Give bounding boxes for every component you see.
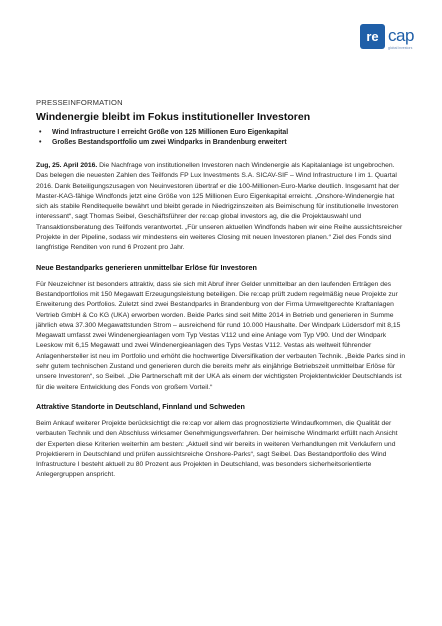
recap-logo	[360, 22, 420, 58]
highlight-bullets	[36, 128, 406, 148]
bullet-dot-icon: •	[39, 139, 42, 146]
intro-paragraph	[36, 161, 406, 254]
logo-tagline: global investors	[388, 46, 413, 50]
bullet-dot-icon: •	[39, 129, 42, 136]
section-paragraph: Für Neuzeichner ist besonders attraktiv, dass sie sich mit Abruf ihrer Gelder unmittelbar an den laufenden Erträgen des Bestandportfolios mit 150 Megawatt Erzeugungsleistung beteiligen. Die re:cap prüft zudem regelmäßig neue Projekte zur Erweiterung des Portfolios. Zuletzt sind zwei Bestandparks in Brandenburg von der Firma Umweltgerechte Kraftanlagen Vertrieb GmbH & Co KG (UKA) erworben worden. Beide Parks sind seit Mitte 2014 in Betrieb und generieren in Summe jährlich etwa 37.300 Megawattstunden Strom – ausreichend für rund 10.000 Haushalte. Der Windpark Lüdersdorf mit 8,15 Megawatt umfasst zwei Windenergieanlagen vom Typ Vestas V112 und eine Anlage vom Typ V90. Und der Windpark Leeskow mit 6,15 Megawatt und zwei Windenergieanlagen des Typs Vestas V112. Vestas als weltweit führender Anlagenhersteller ist neu im Portfolio und erhöht die hochwertige Diversifikation der verbauten Technik. „Beide Parks sind in sehr gutem technischen Zustand und generieren durch die bereits mehr als einjährige Betriebszeit unmittelbar Erlöse für unsere Investoren“, so Seibel. „Die Partnerschaft mit der UKA als einem der wichtigsten Projektentwickler Deutschlands ist für die weitere Entwicklung des Fonds von großem Vorteil.“	[36, 280, 406, 391]
dateline: Zug, 25. April 2016.	[36, 162, 98, 169]
document-kicker: PRESSEINFORMATION	[36, 98, 123, 107]
bullet-item	[36, 138, 406, 148]
document-body	[36, 98, 406, 490]
logo-badge: re	[360, 24, 385, 49]
section-paragraph: Beim Ankauf weiterer Projekte berücksichtigt die re:cap vor allem das prognostizierte Windaufkommen, die Qualität der verbauten Technik und den Abschluss wirksamer Genehmigungsverfahren. Der heimische Windmarkt erfüllt nach Ansicht der Experten diese Kriterien weiterhin am besten: „Aktuell sind wir bereits in weiteren Verhandlungen mit Verkäufern und Projektierern in Deutschland und prüfen aussichtsreiche Onshore-Parks“, sagt Seibel. Das Bestandportfolio des Wind Infrastructure I besteht aktuell zu 80 Prozent aus Projekten in Deutschland, was besonders sicherheitsorientierte Anlegergruppen anspricht.	[36, 419, 398, 479]
logo-wordmark: cap	[388, 26, 414, 45]
document-headline: Windenergie bleibt im Fokus institutioneller Investoren	[36, 111, 311, 123]
section-heading: Attraktive Standorte in Deutschland, Finnland und Schweden	[36, 401, 245, 411]
bullet-text: Großes Bestandsportfolio um zwei Windparks in Brandenburg erweitert	[52, 139, 287, 146]
intro-text: Die Nachfrage von institutionellen Investoren nach Windenergie als Kapitalanlage ist ungebrochen. Das belegen die neuesten Zahlen des Teilfonds FP Lux Investments S.A. SICAV-SIF – Wind Infrastructure I im 1. Quartal 2016. Dank Beteiligungszusagen von Neuinvestoren übertraf er die 100-Millionen-Euro-Marke deutlich. Insgesamt hat der Master-KAG-fähige Windfonds jetzt eine Größe von 125 Millionen Euro Eigenkapital erreicht. „Onshore-Windenergie hat sich als stabile Renditequelle bewährt und bleibt gerade in Niedrigzinszeiten als Beimischung für institutionelle Investoren interessant“, sagt Thomas Seibel, Geschäftsführer der re:cap global investors ag, die die Projektauswahl und Transaktionsberatung des Teilfonds verantwortet. „Für unseren aktuellen Windfonds haben wir eine Reihe aussichtsreicher Projekte in der Pipeline, sodass wir mindestens ein weiteres Closing mit neuen Investoren planen.“ Ziel des Fonds sind langfristige Renditen von rund 6 Prozent pro Jahr.	[36, 162, 403, 252]
bullet-text: Wind Infrastructure I erreicht Größe von 125 Millionen Euro Eigenkapital	[52, 129, 289, 136]
bullet-item	[36, 128, 406, 138]
section-heading: Neue Bestandparks generieren unmittelbar Erlöse für Investoren	[36, 262, 257, 272]
